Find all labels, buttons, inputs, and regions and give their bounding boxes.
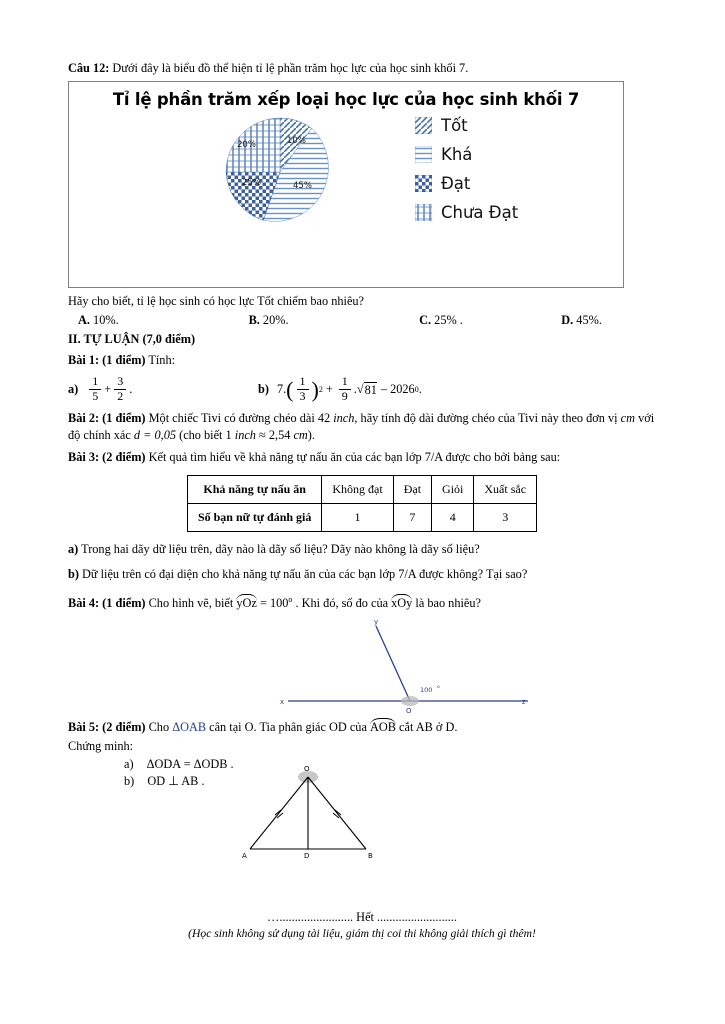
pie-label-tot: 10%: [287, 136, 306, 147]
frac-1-5-num: 1: [92, 374, 99, 389]
bai-3: [68, 449, 656, 466]
bai-1-label: Bài 1: (1 điểm): [68, 353, 146, 368]
section-2-title: II. TỰ LUẬN (7,0 điểm): [68, 332, 196, 347]
answer-option-c: [419, 313, 561, 328]
bai-2-d-value: d = 0,05: [133, 428, 177, 443]
frac-1-3-den: 3: [297, 389, 309, 404]
legend-label-dat: Đạt: [441, 174, 471, 194]
table-cell: 4: [432, 503, 474, 531]
legend-item-kha: [415, 145, 605, 164]
bai-2-inch-2: inch: [234, 428, 256, 443]
legend-swatch-tot: [415, 117, 432, 134]
frac-1-9: [339, 375, 351, 404]
frac-1-9-den: 9: [339, 389, 351, 404]
answer-option-b: [249, 313, 420, 328]
bai-1: [68, 352, 656, 369]
frac-1-5-den: 5: [89, 389, 101, 404]
legend-swatch-dat: [415, 175, 432, 192]
chart-legend: [415, 116, 605, 232]
table-row: [187, 503, 536, 531]
bai-1-b-plus: +: [325, 382, 333, 397]
legend-item-tot: [415, 116, 605, 135]
footer-end-line: …........................ Hết ..........................: [267, 910, 457, 925]
bai-5-item-a-text: ΔODA = ΔODB .: [146, 757, 234, 772]
bai-1-part-a: [68, 375, 258, 404]
data-table: [187, 475, 537, 532]
bai-5-item-b-text: OD ⊥ AB .: [147, 774, 205, 789]
paren-open: (: [286, 376, 294, 402]
chart-area: [69, 110, 623, 230]
bai-3-question-b: [68, 567, 656, 582]
bai-5-triangle: ΔOAB: [172, 719, 207, 734]
bai-4-angle-xoy: xOy: [391, 594, 412, 612]
bai-2: [68, 410, 656, 444]
figure-5-svg: [178, 763, 438, 863]
bai-4-eq: = 100: [256, 595, 289, 610]
bai-1-b-end: .: [418, 382, 422, 397]
svg-text:z: z: [522, 697, 526, 706]
table-cell: Giỏi: [432, 475, 474, 503]
bai-1-b-marker: b): [258, 382, 269, 397]
legend-label-tot: Tốt: [441, 116, 468, 136]
bai-1-text: Tính:: [145, 353, 176, 368]
answer-value-a: 10%.: [93, 313, 119, 328]
bai-2-cm-2: cm: [293, 428, 308, 443]
svg-text:A: A: [242, 852, 247, 861]
question-12: [68, 60, 656, 77]
answer-key-d: D.: [561, 313, 574, 328]
bai-1-b-minus: – 2026: [380, 382, 415, 397]
bai-2-text-1: Một chiếc Tivi có đường chéo dài 42: [145, 410, 334, 425]
frac-3-2: [114, 375, 126, 404]
bai-1-expressions: [68, 375, 656, 404]
pie-svg: [224, 116, 336, 228]
paren-close: ): [311, 376, 319, 402]
answer-key-c: C.: [419, 313, 432, 328]
bai-5: [68, 718, 656, 736]
answer-option-a: [68, 313, 249, 328]
bai-3-label: Bài 3: (2 điểm): [68, 450, 146, 465]
bai-4-label: Bài 4: (1 điểm): [68, 595, 146, 610]
bai-5-text-2: cân tại O. Tia phân giác OD của: [206, 719, 370, 734]
bai-5-angle-aob: AOB: [370, 718, 396, 736]
bai-4-deg: o: [288, 594, 293, 604]
bai-3-b-full: Dữ liệu trên có đại diện cho khả năng tự nấu ăn của các bạn lớp 7/A được không? Tại sao?: [82, 566, 528, 581]
pie-label-chuadat: 20%: [237, 140, 256, 151]
table-cell: Xuất sắc: [474, 475, 537, 503]
bai-1-b-lead: 7.: [276, 382, 287, 397]
bai-1-a-marker: a): [68, 382, 79, 397]
table-cell: 7: [393, 503, 431, 531]
bai-4: [68, 594, 656, 612]
answer-value-c: 25% .: [434, 313, 463, 328]
table-cell: Số bạn nữ tự đánh giá: [187, 503, 321, 531]
chart-container: [68, 81, 624, 288]
legend-label-kha: Khá: [441, 145, 473, 165]
bai-3-a-marker: a): [68, 541, 79, 556]
frac-3-2-num: 3: [117, 374, 124, 389]
sqrt-symbol: √: [356, 382, 364, 397]
document-content: [68, 60, 656, 940]
figure-4-svg: [228, 616, 588, 716]
answer-option-d: [561, 313, 656, 328]
bai-4-angle-yoz: yOz: [236, 594, 257, 612]
legend-swatch-chuadat: [415, 204, 432, 221]
svg-text:100: 100: [420, 685, 433, 694]
chart-title: Tỉ lệ phần trăm xếp loại học lực của học sinh khối 7: [112, 89, 580, 109]
bai-1-a-plus: +: [104, 382, 112, 397]
frac-1-3-num: 1: [299, 374, 306, 389]
bai-2-inch-1: inch: [333, 410, 355, 425]
svg-text:B: B: [368, 852, 373, 861]
bai-1-b-exp0: 0: [414, 385, 419, 395]
table-row: [187, 475, 536, 503]
bai-2-text-3: với độ chính xác: [68, 410, 655, 443]
bai-1-b-exp: 2: [318, 385, 323, 395]
svg-text:O: O: [304, 765, 310, 774]
svg-text:O: O: [406, 706, 412, 715]
figure-bai-4: [68, 616, 656, 716]
bai-3-a-full: Trong hai dãy dữ liệu trên, dãy nào là dãy số liệu? Dãy nào không là dãy số liệu?: [81, 541, 480, 556]
frac-1-9-num: 1: [341, 374, 348, 389]
bai-3-text: Kết quả tìm hiểu về khả năng tự nấu ăn của các bạn lớp 7/A được cho bởi bảng sau:: [145, 450, 561, 465]
bai-2-cm-1: cm: [620, 410, 636, 425]
bai-1-a-end: .: [129, 382, 133, 397]
table-cell: 1: [322, 503, 393, 531]
bai-2-text-2: , hãy tính độ dài đường chéo của Tivi này theo đơn vị: [354, 410, 621, 425]
legend-label-chuadat: Chưa Đạt: [441, 203, 519, 223]
answer-value-d: 45%.: [576, 313, 602, 328]
svg-text:D: D: [304, 852, 310, 861]
frac-3-2-den: 2: [114, 389, 126, 404]
bai-1-part-b: [258, 375, 422, 404]
bai-5-text-1: Cho: [145, 719, 173, 734]
chart-question: Hãy cho biết, tỉ lệ học sinh có học lực Tốt chiếm bao nhiêu?: [68, 293, 365, 308]
bai-2-text-5: ≈ 2,54: [255, 428, 294, 443]
answer-key-a: A.: [78, 313, 90, 328]
bai-2-text-4: (cho biết 1: [176, 428, 235, 443]
sqrt-81: 81: [364, 382, 377, 397]
bai-5-text-3: cắt AB ở D.: [395, 719, 458, 734]
bai-3-question-a: [68, 542, 656, 557]
bai-2-label: Bài 2: (1 điểm): [68, 410, 146, 425]
footer-note: (Học sinh không sử dụng tài liệu, giám thị coi thi không giải thích gì thêm!: [188, 927, 536, 941]
table-cell: Đạt: [393, 475, 431, 503]
table-cell: Không đạt: [322, 475, 393, 503]
bai-3-b-marker: b): [68, 566, 79, 581]
svg-text:y: y: [374, 617, 379, 626]
bai-5-label: Bài 5: (2 điểm): [68, 719, 146, 734]
svg-text:o: o: [437, 684, 440, 690]
pie-chart: [224, 116, 336, 228]
answer-key-b: B.: [248, 313, 260, 328]
frac-1-3: [297, 375, 309, 404]
bai-5-item-a-marker: a): [124, 757, 134, 772]
bai-4-text-1: Cho hình vẽ, biết: [145, 595, 237, 610]
answer-options: [68, 313, 656, 328]
question-12-text: Dưới đây là biểu đồ thể hiện tỉ lệ phần trăm học lực của học sinh khối 7.: [109, 61, 469, 75]
answer-value-b: 20%.: [262, 313, 289, 328]
legend-swatch-kha: [415, 146, 432, 163]
bai-1-b-dot: .: [353, 382, 357, 397]
bai-4-text-3: là bao nhiêu?: [412, 595, 481, 610]
pie-label-kha: 45%: [293, 181, 312, 192]
table-cell: Khả năng tự nấu ăn: [187, 475, 321, 503]
frac-1-5: [89, 375, 101, 404]
pie-label-dat: 25%: [242, 178, 261, 189]
bai-5-item-b-marker: b): [124, 774, 135, 789]
bai-4-text-2: . Khi đó, số đo của: [292, 595, 392, 610]
question-12-label: Câu 12:: [68, 61, 110, 75]
legend-item-dat: [415, 174, 605, 193]
table-cell: 3: [474, 503, 537, 531]
svg-text:x: x: [280, 697, 285, 706]
bai-2-text-6: ).: [307, 428, 315, 443]
bai-5-prove: Chứng minh:: [68, 739, 134, 754]
legend-item-chuadat: [415, 203, 605, 222]
